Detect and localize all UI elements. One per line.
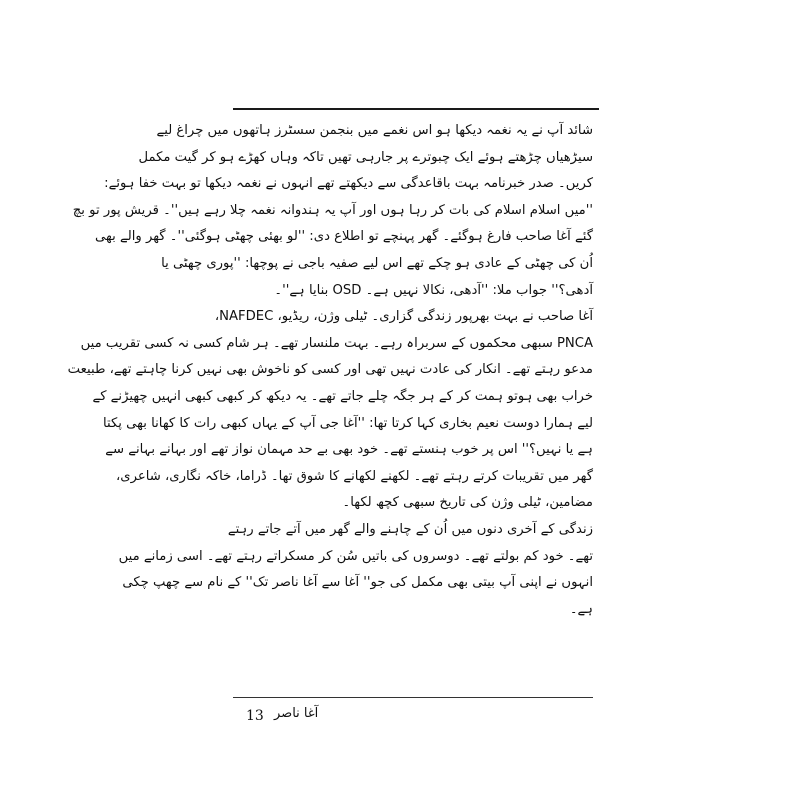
text-line: خراب بھی ہوتو ہمت کر کے ہر جگہ چلے جاتے تھے۔ یہ دیکھ کر کبھی کبھی انہیں چھیڑنے کے (92, 388, 593, 404)
text-line: ''میں اسلام اسلام کی بات کر رہا ہوں اور آپ یہ ہندوانہ نغمہ چلا رہے ہیں''۔ قریش پور تو بچ (72, 202, 593, 218)
running-title: آغا ناصر (274, 706, 319, 721)
text-line: سیڑھیاں چڑھتے ہوئے ایک چبوترے پر جارہی تھیں تاکہ وہاں کھڑے ہو کر گیت مکمل (138, 149, 593, 165)
text-line: تھے۔ خود کم بولتے تھے۔ دوسروں کی باتیں سُن کر مسکراتے رہتے تھے۔ اسی زمانے میں (118, 548, 593, 564)
body-text (67, 118, 593, 623)
text-line: ہے یا نہیں؟'' اس پر خوب ہنستے تھے۔ خود بھی بے حد مہمان نواز تھے اور بہانے بہانے سے (105, 442, 593, 458)
text-line: PNCA سبھی محکموں کے سربراہ رہے۔ بہت ملنسار تھے۔ ہر شام کسی نہ کسی تقریب میں (80, 335, 593, 351)
bottom-rule (233, 697, 593, 698)
top-rule (233, 108, 599, 110)
page-number: 13 (246, 708, 264, 724)
paragraph-2 (67, 304, 593, 517)
text-line: مدعو رہتے تھے۔ انکار کی عادت نہیں تھی اور کسی کو ناخوش بھی نہیں کرنا چاہتے تھے، طبیعت (67, 362, 593, 378)
text-line: شائد آپ نے یہ نغمہ دیکھا ہو اس نغمے میں بنجمن سسٹرز ہاتھوں میں چراغ لیے (156, 123, 593, 138)
text-line: آدھی؟'' جواب ملا: ''آدھی، نکالا نہیں ہے۔ OSD بنایا ہے''۔ (274, 282, 593, 298)
paragraph-3 (118, 517, 593, 623)
page-footer (238, 706, 593, 732)
text-line: زندگی کے آخری دنوں میں اُن کے چاہنے والے گھر میں آتے جاتے رہتے (227, 521, 593, 537)
text-line: آغا صاحب نے بہت بھرپور زندگی گزاری۔ ٹیلی وژن، ریڈیو، NAFDEC، (214, 309, 593, 325)
paragraph-1 (72, 118, 593, 304)
text-line: مضامین، ٹیلی وژن کی تاریخ سبھی کچھ لکھا۔ (342, 495, 593, 511)
text-line: گئے آغا صاحب فارغ ہوگئے۔ گھر پہنچے تو اطلاع دی: ''لو بھئی چھٹی ہوگئی''۔ گھر والے بھی (95, 229, 593, 245)
text-line: اُن کی چھٹی کے عادی ہو چکے تھے اس لیے صفیہ باجی نے پوچھا: ''پوری چھٹی یا (161, 255, 593, 271)
text-line: انہوں نے اپنی آپ بیتی بھی مکمل کی جو'' آغا سے آغا ناصر تک'' کے نام سے چھپ چکی (122, 575, 593, 591)
text-line: ہے۔ (569, 601, 593, 617)
text-line: گھر میں تقریبات کرتے رہتے تھے۔ لکھنے لکھانے کا شوق تھا۔ ڈراما، خاکہ نگاری، شاعری، (116, 468, 593, 484)
text-line: لیے ہمارا دوست نعیم بخاری کہا کرتا تھا: ''آغا جی آپ کے یہاں کبھی رات کا کھانا بھی پکتا (103, 415, 593, 431)
text-line: کریں۔ صدر خبرنامہ بہت باقاعدگی سے دیکھتے تھے انہوں نے نغمہ دیکھا تو بہت خفا ہوئے: (104, 176, 593, 192)
